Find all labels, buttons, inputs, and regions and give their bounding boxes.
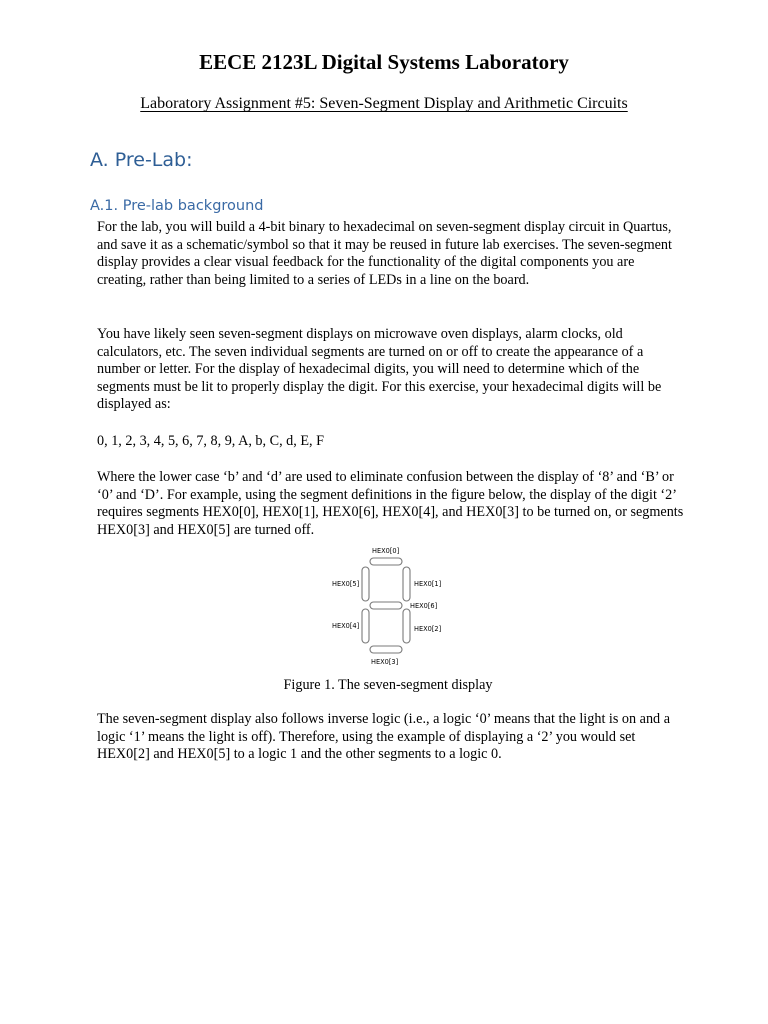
label-hex0-0: HEX0[0] xyxy=(372,547,400,555)
label-hex0-6: HEX0[6] xyxy=(410,602,438,610)
segment-hex0-0 xyxy=(370,558,402,565)
document-subtitle xyxy=(0,93,768,115)
label-hex0-5: HEX0[5] xyxy=(332,580,360,588)
label-hex0-3: HEX0[3] xyxy=(371,658,399,666)
seven-segment-diagram xyxy=(322,543,452,671)
segment-hex0-4 xyxy=(362,609,369,643)
paragraph-seven-segment-usage: You have likely seen seven-segment displays on microwave oven displays, alarm clocks, old calculators, etc. The seven individual segments are turned on or off to create the appearance of a number or letter. For the display of hexadecimal digits, you will need to determine which of the segments must be lit to properly display the digit. For this exercise, your hexadecimal digits will be displayed as: xyxy=(97,326,662,413)
subsection-heading-background: A.1. Pre-lab background xyxy=(90,198,264,214)
segment-hex0-6 xyxy=(370,602,402,609)
segment-hex0-3 xyxy=(370,646,402,653)
paragraph-inverse-logic: The seven-segment display also follows inverse logic (i.e., a logic ‘0’ means that the light is on and a logic ‘1’ means the light is off). Therefore, using the example of displaying a ‘2’ you would set HEX0[2] and HEX0[5] to a logic 1 and the other segments to a logic 0. xyxy=(97,711,670,763)
paragraph-intro: For the lab, you will build a 4-bit binary to hexadecimal on seven-segment display circuit in Quartus, and save it as a schematic/symbol so that it may be reused in future lab exercises. The seven-segment display provides a clear visual feedback for the functionality of the digital components you are creating, rather than being limited to a series of LEDs in a line on the board. xyxy=(97,219,672,288)
segment-hex0-1 xyxy=(403,567,410,601)
segment-hex0-2 xyxy=(403,609,410,643)
label-hex0-4: HEX0[4] xyxy=(332,622,360,630)
document-title: EECE 2123L Digital Systems Laboratory xyxy=(199,50,569,74)
segment-hex0-5 xyxy=(362,567,369,601)
paragraph-hex-digit-list: 0, 1, 2, 3, 4, 5, 6, 7, 8, 9, A, b, C, d, E, F xyxy=(97,433,325,449)
label-hex0-1: HEX0[1] xyxy=(414,580,442,588)
seven-segment-figure xyxy=(322,543,452,671)
figure-caption: Figure 1. The seven-segment display xyxy=(283,677,493,693)
section-heading-prelab: A. Pre-Lab: xyxy=(90,149,193,171)
label-hex0-2: HEX0[2] xyxy=(414,625,442,633)
assignment-title: Laboratory Assignment #5: Seven-Segment Display and Arithmetic Circuits xyxy=(140,95,628,112)
paragraph-segment-example: Where the lower case ‘b’ and ‘d’ are used to eliminate confusion between the display of ‘8’ and ‘B’ or ‘0’ and ‘D’. For example, using the segment definitions in the figure below, the display of the digit ‘2’ requires segments HEX0[0], HEX0[1], HEX0[6], HEX0[4], and HEX0[3] to be turned on, or segments HEX0[3] and HEX0[5] are turned off. xyxy=(97,469,684,538)
